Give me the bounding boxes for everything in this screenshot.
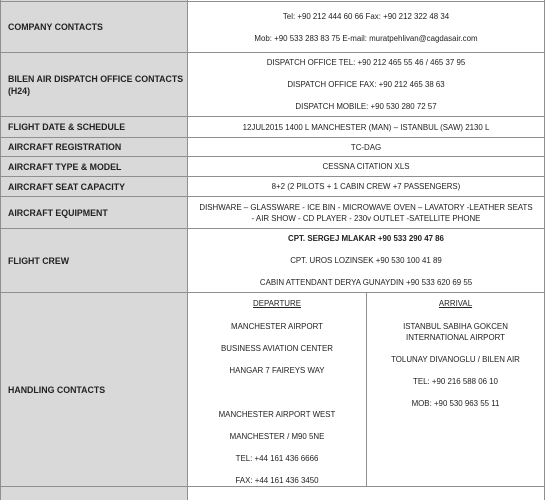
dispatch-mobile: DISPATCH MOBILE: +90 530 280 72 57 bbox=[295, 102, 437, 111]
dispatch-office-tel: DISPATCH OFFICE TEL: +90 212 465 55 46 / 465 37 95 bbox=[266, 58, 466, 67]
dispatch-office-fax: DISPATCH OFFICE FAX: +90 212 465 38 63 bbox=[287, 80, 445, 89]
arrival-line: MOB: +90 530 963 55 11 bbox=[411, 399, 500, 408]
seat-capacity-value: 8+2 (2 PILOTS + 1 CABIN CREW +7 PASSENGERS) bbox=[188, 177, 545, 197]
arrival-header: ARRIVAL bbox=[438, 299, 473, 308]
arrival-line: TEL: +90 216 588 06 10 bbox=[413, 377, 498, 386]
row-company-contacts bbox=[1, 2, 545, 53]
seat-capacity-label: AIRCRAFT SEAT CAPACITY bbox=[1, 177, 188, 197]
handling-value bbox=[188, 293, 545, 487]
crew-captain: CPT. SERGEJ MLAKAR +90 533 290 47 86 bbox=[288, 234, 444, 243]
empty-value-cell bbox=[188, 487, 545, 500]
row-schedule bbox=[1, 117, 545, 138]
departure-line: MANCHESTER AIRPORT bbox=[231, 322, 323, 331]
departure-line: HANGAR 7 FAIREYS WAY bbox=[229, 366, 325, 375]
departure-header: DEPARTURE bbox=[253, 299, 301, 308]
crew-first-officer: CPT. UROS LOZINSEK +90 530 100 41 89 bbox=[290, 256, 442, 265]
registration-value: TC-DAG bbox=[188, 138, 545, 157]
table-row-bottom bbox=[1, 487, 545, 500]
departure-column bbox=[188, 293, 367, 486]
company-mob-email: Mob: +90 533 283 83 75 E-mail: muratpehlivan@cagdasair.com bbox=[254, 33, 478, 43]
type-model-value: CESSNA CITATION XLS bbox=[188, 157, 545, 177]
equipment-line-2: - AIR SHOW - CD PLAYER - 230v OUTLET -SATELLITE PHONE bbox=[251, 213, 481, 223]
schedule-value: 12JUL2015 1400 L MANCHESTER (MAN) – ISTANBUL (SAW) 2130 L bbox=[188, 117, 545, 138]
company-tel-fax: Tel: +90 212 444 60 66 Fax: +90 212 322 48 34 bbox=[282, 11, 450, 21]
row-flight-crew bbox=[1, 229, 545, 293]
departure-line-blank bbox=[188, 387, 366, 398]
row-equipment bbox=[1, 197, 545, 229]
row-type-model bbox=[1, 157, 545, 177]
equipment-line-1: DISHWARE – GLASSWARE - ICE BIN - MICROWAVE OVEN – LAVATORY -LEATHER SEATS bbox=[199, 202, 533, 212]
dispatch-value bbox=[188, 53, 545, 117]
registration-label: AIRCRAFT REGISTRATION bbox=[1, 138, 188, 157]
handling-inner-row bbox=[188, 293, 544, 486]
departure-line: MANCHESTER / M90 5NE bbox=[229, 432, 325, 441]
arrival-line: ISTANBUL SABIHA GOKCEN INTERNATIONAL AIRPORT bbox=[403, 322, 508, 342]
flight-crew-label: FLIGHT CREW bbox=[1, 229, 188, 293]
handling-label: HANDLING CONTACTS bbox=[1, 293, 188, 487]
row-handling bbox=[1, 293, 545, 487]
equipment-value bbox=[188, 197, 545, 229]
arrival-column bbox=[367, 293, 545, 486]
row-dispatch bbox=[1, 53, 545, 117]
company-contacts-value bbox=[188, 2, 545, 53]
departure-line: MANCHESTER AIRPORT WEST bbox=[218, 410, 336, 419]
row-seat-capacity bbox=[1, 177, 545, 197]
flight-crew-value bbox=[188, 229, 545, 293]
empty-label-cell bbox=[1, 487, 188, 500]
schedule-label: FLIGHT DATE & SCHEDULE bbox=[1, 117, 188, 138]
type-model-label: AIRCRAFT TYPE & MODEL bbox=[1, 157, 188, 177]
crew-cabin-attendant: CABIN ATTENDANT DERYA GUNAYDIN +90 533 620 69 55 bbox=[259, 278, 473, 287]
dispatch-label: BILEN AIR DISPATCH OFFICE CONTACTS (H24) bbox=[1, 53, 188, 117]
departure-line: BUSINESS AVIATION CENTER bbox=[221, 344, 333, 353]
departure-line: FAX: +44 161 436 3450 bbox=[235, 476, 319, 485]
company-contacts-label: COMPANY CONTACTS bbox=[1, 2, 188, 53]
arrival-line: TOLUNAY DIVANOGLU / BILEN AIR bbox=[391, 355, 520, 364]
row-registration bbox=[1, 138, 545, 157]
departure-line: TEL: +44 161 436 6666 bbox=[235, 454, 319, 463]
handling-inner-table bbox=[188, 293, 544, 486]
equipment-label: AIRCRAFT EQUIPMENT bbox=[1, 197, 188, 229]
